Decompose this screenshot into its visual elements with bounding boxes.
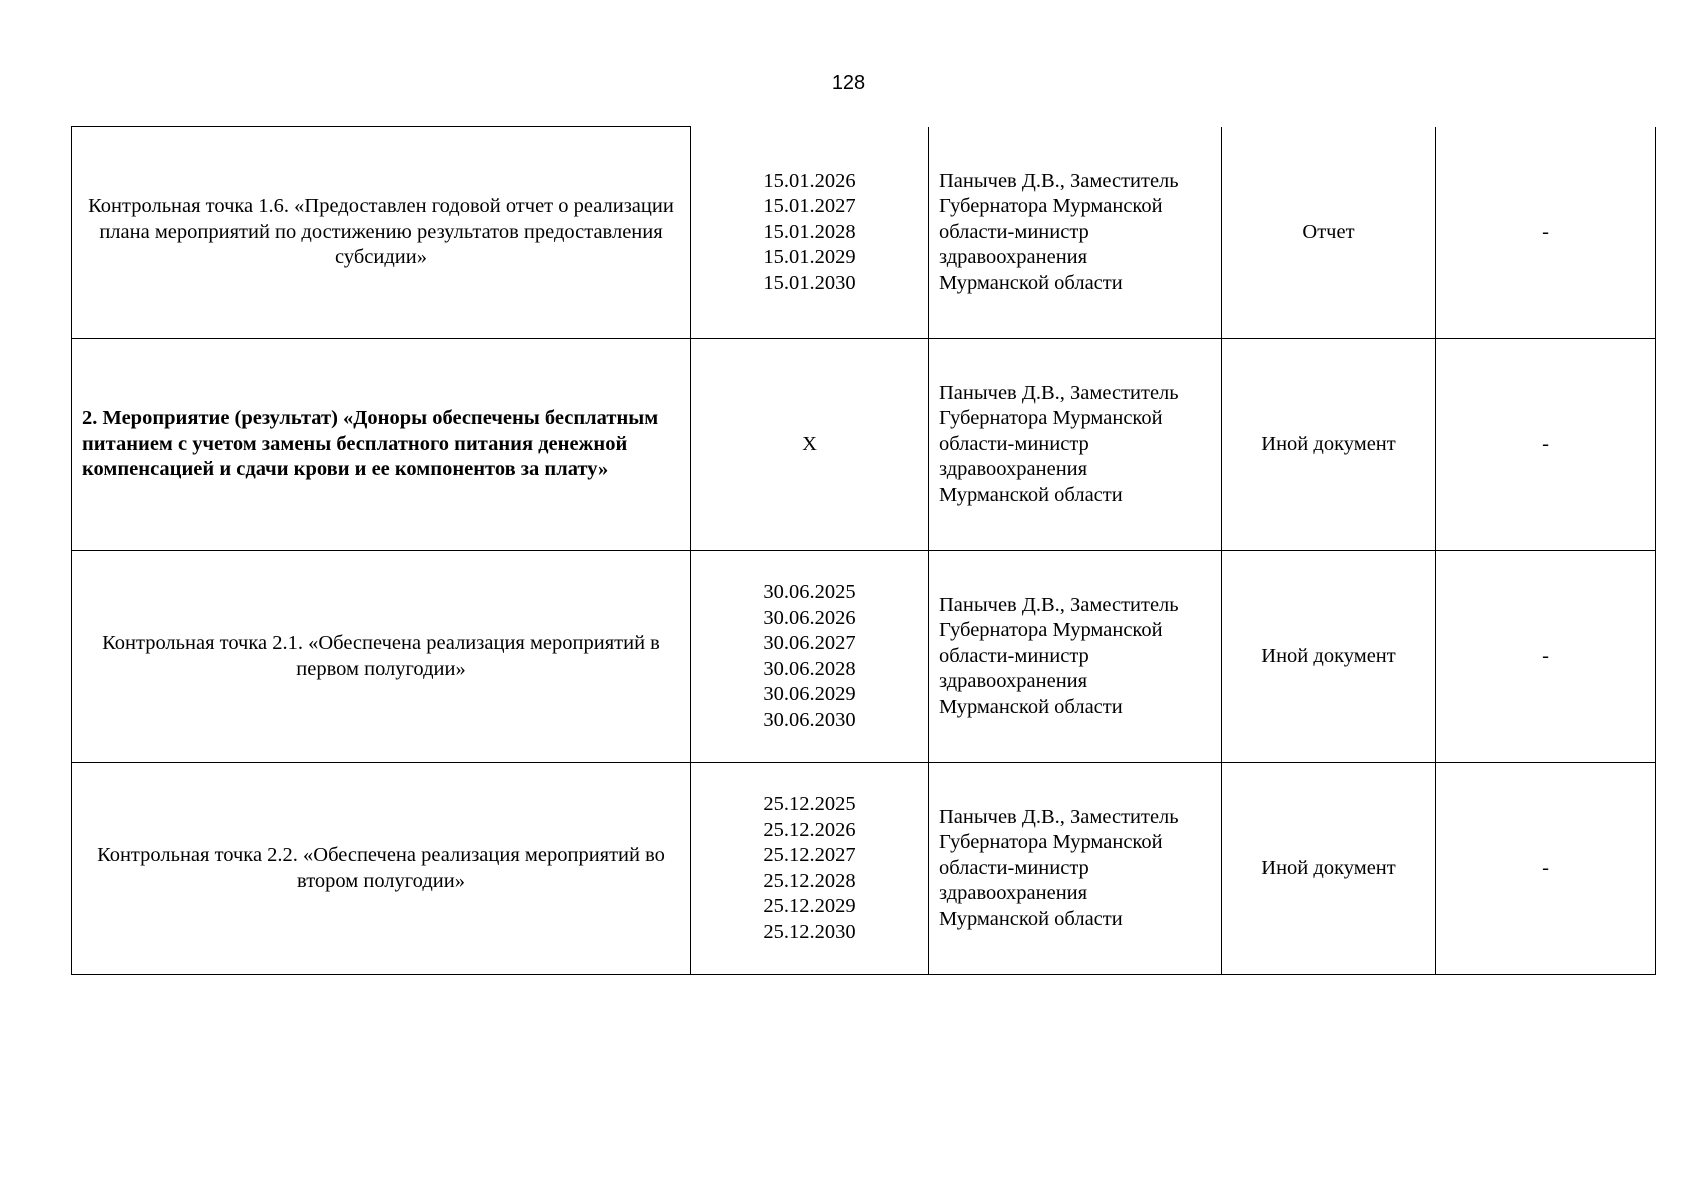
dates-cell xyxy=(691,763,929,975)
date-value: 25.12.2025 xyxy=(763,793,856,815)
document-type-cell: Иной документ xyxy=(1222,339,1436,551)
document-type-cell: Иной документ xyxy=(1222,551,1436,763)
responsible-line: Мурманской области xyxy=(939,271,1123,294)
date-value: 30.06.2026 xyxy=(763,606,856,629)
date-value: 30.06.2030 xyxy=(763,708,856,731)
responsible-line: здравоохранения xyxy=(939,670,1088,693)
date-value: 15.01.2029 xyxy=(763,246,856,268)
document-type-cell: Отчет xyxy=(1222,127,1436,339)
date-value: 30.06.2027 xyxy=(763,632,856,654)
date-value: 15.01.2030 xyxy=(763,271,856,294)
responsible-line: здравоохранения xyxy=(939,882,1088,905)
date-value: 15.01.2028 xyxy=(763,220,856,243)
table-row xyxy=(72,339,1656,551)
info-system-cell: - xyxy=(1436,551,1656,763)
info-system-cell: - xyxy=(1436,339,1656,551)
date-value: 15.01.2026 xyxy=(763,169,856,192)
event-name-cell: Контрольная точка 2.1. «Обеспечена реализация мероприятий в первом полугодии» xyxy=(72,551,691,763)
responsible-line: Панычев Д.В., Заместитель xyxy=(939,381,1179,404)
responsible-line: здравоохранения xyxy=(939,246,1088,268)
responsible-line: области-министр xyxy=(939,856,1089,879)
date-value: 25.12.2029 xyxy=(763,895,856,917)
date-value: 30.06.2028 xyxy=(763,657,856,680)
dates-cell xyxy=(691,551,929,763)
event-name-cell: Контрольная точка 2.2. «Обеспечена реализация мероприятий во втором полугодии» xyxy=(72,763,691,975)
responsible-line: здравоохранения xyxy=(939,458,1088,481)
date-value: 25.12.2026 xyxy=(763,818,856,841)
responsible-line: области-министр xyxy=(939,644,1089,667)
responsible-line: Губернатора Мурманской xyxy=(939,195,1163,217)
date-value: 25.12.2028 xyxy=(763,869,856,892)
date-value: 15.01.2027 xyxy=(763,195,856,217)
responsible-cell xyxy=(929,339,1222,551)
responsible-line: Панычев Д.В., Заместитель xyxy=(939,169,1179,192)
event-name-cell: 2. Мероприятие (результат) «Доноры обеспечены бесплатным питанием с учетом замены бесплатного питания денежной компенсацией и сдачи крови и ее компонентов за плату» xyxy=(72,339,691,551)
responsible-line: Мурманской области xyxy=(939,483,1123,506)
responsible-line: Панычев Д.В., Заместитель xyxy=(939,593,1179,616)
responsible-line: Губернатора Мурманской xyxy=(939,407,1163,430)
responsible-line: области-министр xyxy=(939,432,1089,455)
responsible-line: Губернатора Мурманской xyxy=(939,619,1163,642)
responsible-cell xyxy=(929,763,1222,975)
info-system-cell: - xyxy=(1436,127,1656,339)
info-system-cell: - xyxy=(1436,763,1656,975)
dates-cell xyxy=(691,339,929,551)
control-points-table xyxy=(71,126,1656,975)
table-row xyxy=(72,763,1656,975)
dates-cell xyxy=(691,127,929,339)
responsible-line: области-министр xyxy=(939,220,1089,243)
date-value: 25.12.2027 xyxy=(763,844,856,866)
table-row xyxy=(72,551,1656,763)
responsible-line: Панычев Д.В., Заместитель xyxy=(939,805,1179,828)
responsible-line: Губернатора Мурманской xyxy=(939,831,1163,854)
page-number: 128 xyxy=(831,72,866,94)
document-type-cell: Иной документ xyxy=(1222,763,1436,975)
date-value: 30.06.2025 xyxy=(763,581,856,603)
responsible-cell xyxy=(929,551,1222,763)
responsible-line: Мурманской области xyxy=(939,695,1123,718)
responsible-line: Мурманской области xyxy=(939,907,1123,930)
event-name-cell: Контрольная точка 1.6. «Предоставлен годовой отчет о реализации плана мероприятий по достижению результатов предоставления субсидии» xyxy=(72,127,691,339)
responsible-cell xyxy=(929,127,1222,339)
date-value: 25.12.2030 xyxy=(763,920,856,943)
table-row xyxy=(72,127,1656,339)
date-value: 30.06.2029 xyxy=(763,683,856,705)
date-value: X xyxy=(802,432,817,455)
